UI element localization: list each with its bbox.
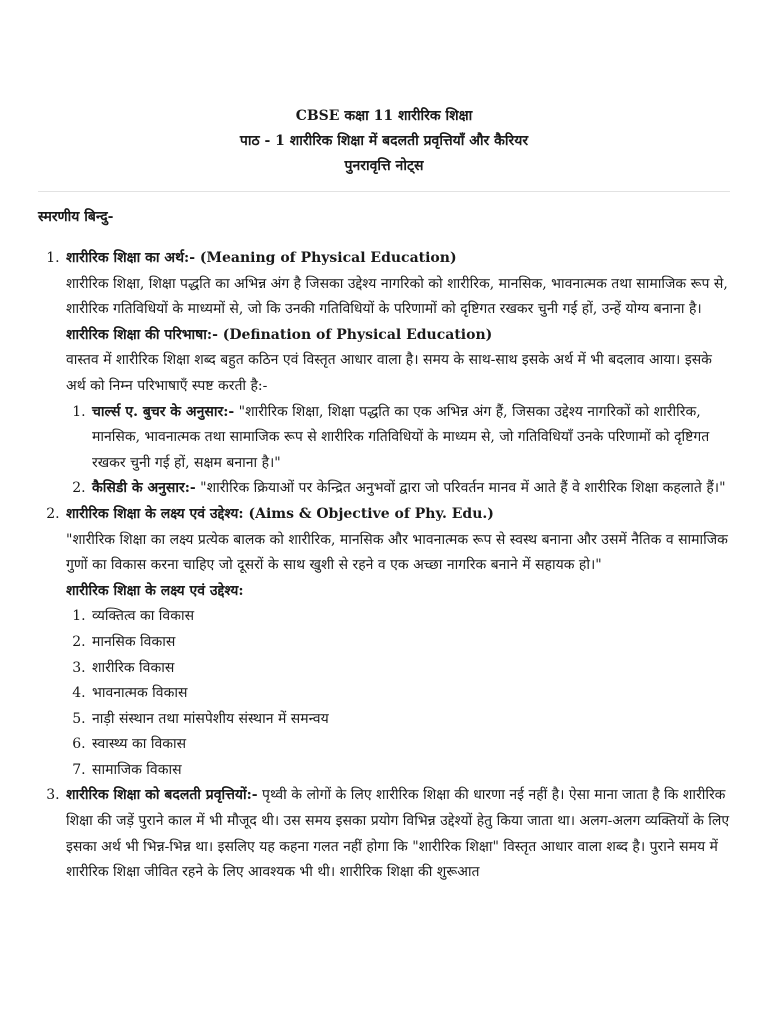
header-subtitle: पुनरावृत्ति नोट्स	[344, 158, 424, 174]
header-chapter: पाठ - 1 शारीरिक शिक्षा में बदलती प्रवृत्तियाँ और कैरियर	[239, 133, 529, 149]
header-divider	[38, 191, 730, 192]
section-aims	[64, 502, 730, 784]
list-item: 7. सामाजिक विकास	[90, 758, 730, 784]
definition-heading: शारीरिक शिक्षा की परिभाषा:- (Defination of Physical Education)	[66, 326, 493, 343]
definition-text: "शारीरिक शिक्षा, शिक्षा पद्धति का एक अभिन्न अंग हैं, जिसका उद्देश्य नागरिकों को शारीरिक, मानसिक, भावनात्मक तथा सामाजिक रूप से शारीरिक गतिविधियों के माध्यम से, जो गतिविधियाँ उनके परिणामों को दृष्टिगत रखकर चुनी गई हों, सक्षम बनाना है।"	[92, 403, 710, 471]
list-item: 6. स्वास्थ्य का विकास	[90, 732, 730, 758]
aims-list	[66, 604, 730, 783]
aims-subheading: शारीरिक शिक्षा के लक्ष्य एवं उद्देश्य:	[66, 582, 244, 599]
list-item: 4. भावनात्मक विकास	[90, 681, 730, 707]
definition-term: चार्ल्स ए. बुचर के अनुसार:-	[92, 403, 235, 420]
document-header	[38, 104, 730, 179]
definition-text: "शारीरिक क्रियाओं पर केन्द्रित अनुभवों द्वारा जो परिवर्तन मानव में आते हैं वे शारीरिक शिक्षा कहलाते हैं।"	[195, 480, 726, 497]
intro-heading: स्मरणीय बिन्दु-	[38, 209, 114, 225]
section-aims-heading: 2. शारीरिक शिक्षा के लक्ष्य एवं उद्देश्य: (Aims & Objective of Phy. Edu.)	[66, 505, 494, 522]
section-meaning-heading: 1. शारीरिक शिक्षा का अर्थ:- (Meaning of Physical Education)	[66, 250, 457, 266]
section-meaning	[64, 246, 730, 502]
definition-item	[90, 476, 730, 502]
list-item: 5. नाड़ी संस्थान तथा मांसपेशीय संस्थान में समन्वय	[90, 707, 730, 733]
main-list	[38, 246, 730, 886]
section-trends-text: पृथ्वी के लोगों के लिए शारीरिक शिक्षा की धारणा नई नहीं है। ऐसा माना जाता है कि शारीरिक शिक्षा की जड़ें पुराने काल में भी मौजूद थी। उस समय इसका प्रयोग विभिन्न उद्देश्यों हेतु किया जाता था। अलग-अलग व्यक्तियों के लिए इसका अर्थ भी भिन्न-भिन्न था। इसलिए यह कहना गलत नहीं होगा कि "शारीरिक शिक्षा" विस्तृत आधार वाला शब्द है। पुराने समय में शारीरिक शिक्षा जीवित रहने के लिए आवश्यक भी थी। शारीरिक शिक्षा की शुरूआत	[66, 787, 730, 881]
header-title: CBSE कक्षा 11 शारीरिक शिक्षा	[295, 108, 473, 124]
definition-paragraph: वास्तव में शारीरिक शिक्षा शब्द बहुत कठिन एवं विस्तृत आधार वाला है। समय के साथ-साथ इसके अर्थ में भी बदलाव आया। इसके अर्थ को निम्न परिभाषाएँ स्पष्ट करती है:-	[66, 352, 712, 394]
definition-term: कैसिडी के अनुसार:-	[92, 480, 196, 497]
section-aims-paragraph: "शारीरिक शिक्षा का लक्ष्य प्रत्येक बालक को शारीरिक, मानसिक और भावनात्मक रूप से स्वस्थ बनाना और उसमें नैतिक व सामाजिक गुणों का विकास करना चाहिए जो दूसरों के साथ खुशी से रहने व एक अच्छा नागरिक बनाने में सहायक हो।"	[66, 531, 728, 574]
list-item: 3. शारीरिक विकास	[90, 656, 730, 682]
definition-item	[90, 400, 730, 477]
definition-list	[66, 400, 730, 502]
section-trends	[64, 783, 730, 885]
section-meaning-paragraph: शारीरिक शिक्षा, शिक्षा पद्धति का अभिन्न अंग है जिसका उद्देश्य नागरिको को शारीरिक, मानसिक, भावनात्मक तथा सामाजिक रूप से, शारीरिक गतिविधियों के माध्यमों से, जो कि उनकी गतिविधियों के परिणामों को दृष्टिगत रखकर चुनी गई हों, उन्हें योग्य बनाना है।	[66, 275, 728, 318]
section-trends-heading: शारीरिक शिक्षा को बदलती प्रवृत्तियों:-	[66, 787, 258, 804]
list-item: 1. व्यक्तित्व का विकास	[90, 604, 730, 630]
list-item: 2. मानसिक विकास	[90, 630, 730, 656]
